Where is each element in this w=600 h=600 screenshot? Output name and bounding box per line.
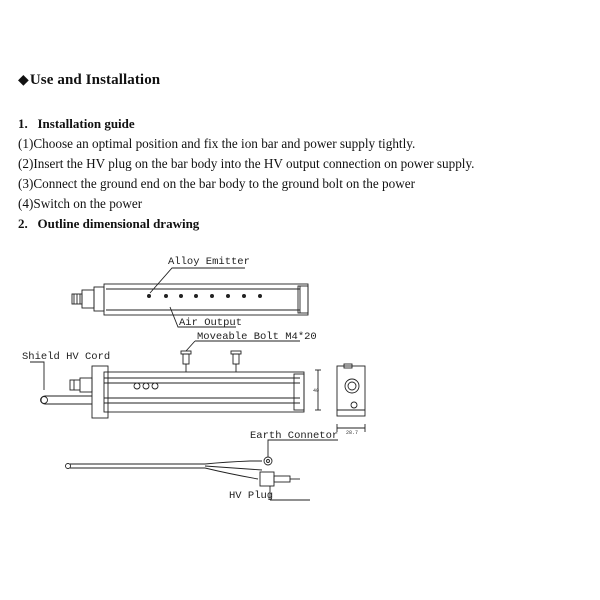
label-hv-plug: HV Plug [229, 490, 274, 502]
step-2: (2)Insert the HV plug on the bar body into the HV output connection on power supply. [18, 156, 475, 171]
hv-cable-assembly [66, 440, 339, 500]
label-earth-connector: Earth Connetor [250, 430, 339, 442]
diamond-bullet-icon: ◆ [18, 73, 29, 88]
step-4: (4)Switch on the power [18, 196, 143, 211]
step-3: (3)Connect the ground end on the bar body to the ground bolt on the power [18, 176, 416, 191]
heading-title: Use and Installation [29, 72, 161, 88]
ion-bar-top-view [72, 284, 308, 315]
alloy-emitter-dots [147, 294, 262, 298]
ion-bar-end-view [315, 364, 365, 432]
dimension-width: 28.7 [346, 430, 359, 436]
step-1: (1)Choose an optimal position and fix the ion bar and power supply tightly. [18, 136, 416, 151]
dimension-height: 40 [313, 388, 320, 394]
label-alloy-emitter: Alloy Emitter [168, 256, 250, 268]
installation-guide-title: 1. Installation guide [18, 116, 135, 131]
outline-drawing-title: 2. Outline dimensional drawing [18, 216, 200, 231]
label-moveable-bolt: Moveable Bolt M4*20 [197, 331, 317, 343]
label-shield-hv-cord: Shield HV Cord [22, 351, 111, 363]
label-air-output: Air Output [179, 317, 243, 329]
